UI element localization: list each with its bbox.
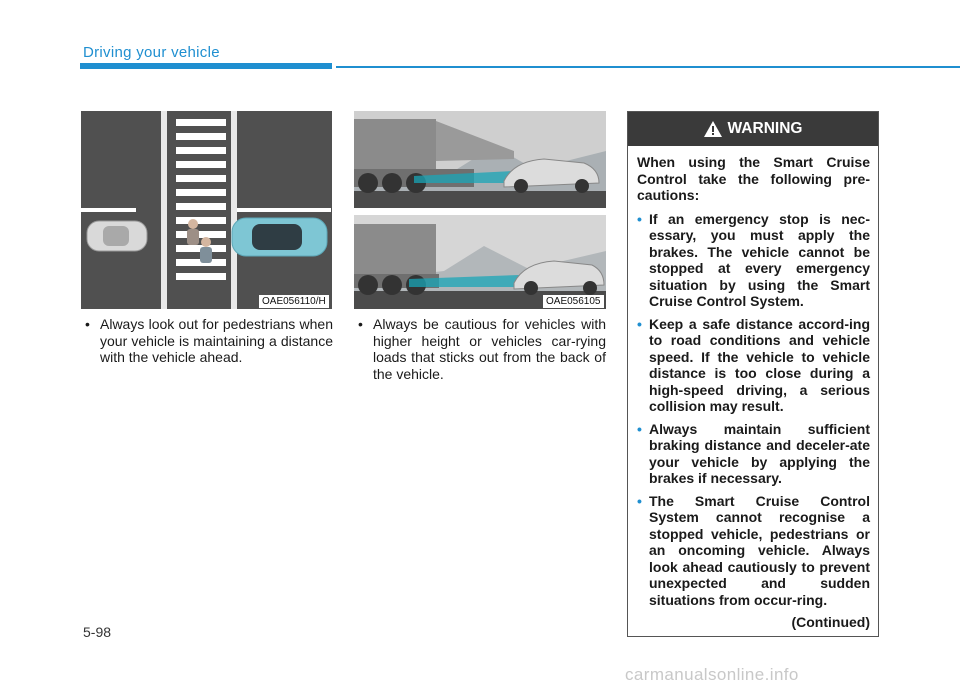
- warning-item: [637, 421, 870, 487]
- figure-caption: OAE056110/H: [259, 295, 329, 308]
- warning-header: [628, 112, 878, 146]
- pedestrian-bullet: [81, 316, 333, 366]
- warning-triangle-icon: [704, 121, 722, 137]
- header-rule-thick: [80, 63, 332, 69]
- pedestrian-crossing-illustration: [81, 111, 332, 309]
- bullet-marker: •: [637, 315, 642, 332]
- watermark: carmanualsonline.info: [625, 665, 799, 684]
- warning-body: [637, 154, 870, 631]
- warning-item-text: If an emergency stop is nec-essary, you must apply the brakes. The vehicle cannot be stopped at every emergency situation by using the Smart Cruise Control System.: [649, 210, 870, 309]
- warning-item-text: Always maintain sufficient braking distance and deceler-ate your vehicle by applying the brakes if necessary.: [649, 420, 870, 486]
- truck-scenes-svg: [354, 111, 606, 309]
- continued-label: (Continued): [791, 614, 870, 630]
- truck-following-illustration: [354, 111, 606, 309]
- crossing-scene-svg: [81, 111, 332, 309]
- warning-item: [637, 493, 870, 609]
- warning-intro: When using the Smart Cruise Control take the following pre-cautions:: [637, 154, 870, 203]
- bullet-marker: •: [637, 420, 642, 437]
- truck-bullet: [354, 316, 606, 382]
- warning-title: WARNING: [727, 120, 803, 137]
- bullet-marker: •: [358, 316, 363, 332]
- warning-item-text: Keep a safe distance accord-ing to road conditions and vehicle speed. If the vehicle to vehicle distance is too close during a high-speed driving, a serious collision may result.: [649, 315, 870, 414]
- bullet-text: Always look out for pedestrians when your vehicle is maintaining a distance with the vehicle ahead.: [100, 316, 333, 365]
- figure-caption: OAE056105: [543, 295, 604, 308]
- warning-item: [637, 316, 870, 415]
- section-title: Driving your vehicle: [83, 44, 220, 61]
- warning-item-text: The Smart Cruise Control System cannot recognise a stopped vehicle, pedestrians or an oncoming vehicle. Always look ahead cautiously to prevent unexpected and sudden situations from occur-ring.: [649, 492, 870, 608]
- bullet-marker: •: [85, 316, 90, 332]
- warning-box: [627, 111, 879, 637]
- bullet-text: Always be cautious for vehicles with higher height or vehicles car-rying loads that sticks out from the back of the vehicle.: [373, 316, 606, 382]
- bullet-marker: •: [637, 210, 642, 227]
- header-rule-thin: [336, 66, 960, 68]
- bullet-marker: •: [637, 492, 642, 509]
- page-number: 5-98: [83, 624, 112, 640]
- warning-item: [637, 211, 870, 310]
